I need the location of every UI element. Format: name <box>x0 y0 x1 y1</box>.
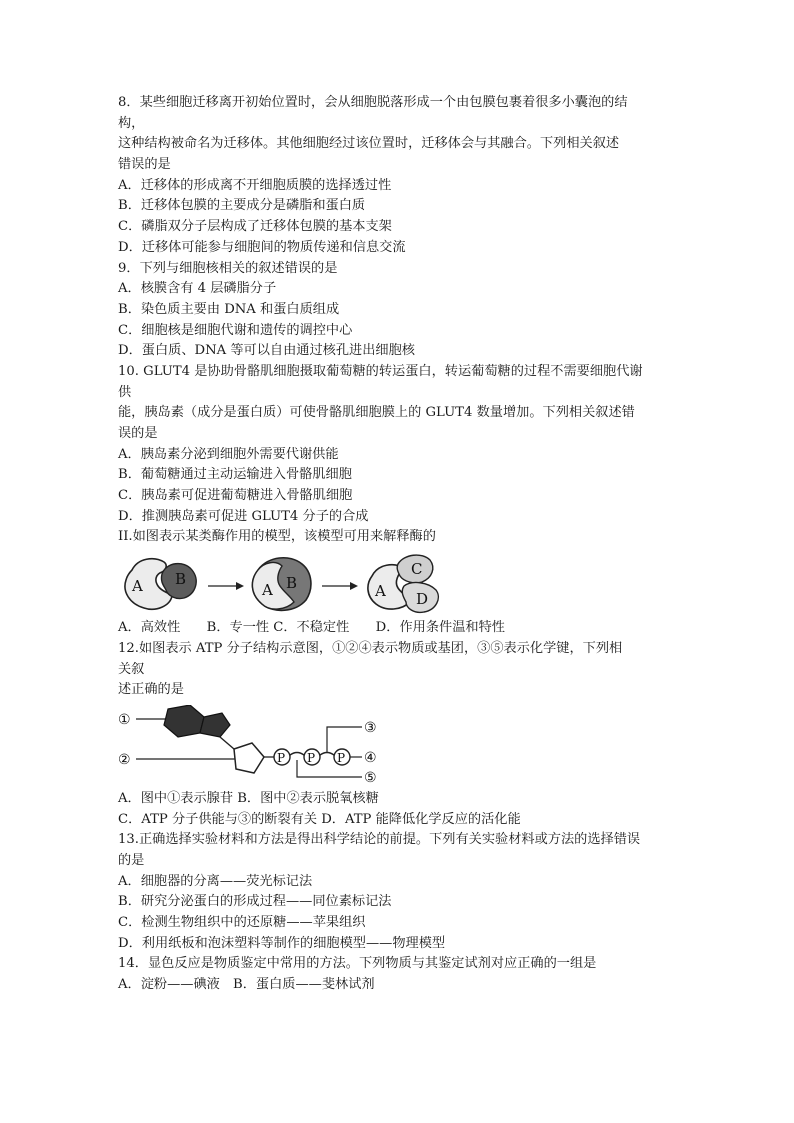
ribose-pentagon <box>234 743 264 773</box>
q13-option-c: C．检测生物组织中的还原糖——苹果组织 <box>118 915 366 930</box>
q13-option-b: B．研究分泌蛋白的形成过程——同位素标记法 <box>118 894 392 910</box>
q14-stem: 14．显色反应是物质鉴定中常用的方法。下列物质与其鉴定试剂对应正确的一组是 <box>118 956 597 972</box>
q10-option-a: A．胰岛素分泌到细胞外需要代谢供能 <box>118 446 339 462</box>
q9-option-d: D．蛋白质、DNA 等可以自由通过核孔进出细胞核 <box>118 343 415 359</box>
q11-options: A．高效性 B．专一性 C．不稳定性 D．作用条件温和特性 <box>118 620 505 636</box>
q8-option-a: A．迁移体的形成离不开细胞质膜的选择透过性 <box>118 177 392 193</box>
phosphate-1-label: P <box>277 750 286 765</box>
q8-option-c: C．磷脂双分子层构成了迁移体包膜的基本支架 <box>118 219 392 235</box>
enzyme-stage-3 <box>368 555 438 612</box>
q8-stem-line-2: 构， <box>118 115 145 131</box>
q10-stem-line-4: 误的是 <box>118 426 158 441</box>
marker-1: ① <box>118 711 131 728</box>
q13-option-a: A．细胞器的分离——荧光标记法 <box>118 873 313 889</box>
exam-page <box>118 93 678 996</box>
base-sugar-bond <box>220 737 234 749</box>
q12-options-ab: A．图中①表示腺苷 B．图中②表示脱氧核糖 <box>118 790 379 806</box>
q8-option-d: D．迁移体可能参与细胞间的物质传递和信息交流 <box>118 239 406 255</box>
q14-options: A．淀粉——碘液 B．蛋白质——斐林试剂 <box>118 977 375 993</box>
q10-stem-line-2: 供 <box>118 384 132 400</box>
marker-5: ⑤ <box>364 769 377 783</box>
label-d: D <box>416 590 429 609</box>
phosphate-3-label: P <box>337 750 346 765</box>
adenine-hexagon <box>164 705 204 737</box>
phosphate-2-label: P <box>307 750 316 765</box>
q10-option-c: C．胰岛素可促进葡萄糖进入骨骼肌细胞 <box>118 488 353 504</box>
label-a-3: A <box>375 582 386 601</box>
q11-stem: II.如图表示某类酶作用的模型，该模型可用来解释酶的 <box>118 529 436 545</box>
q8-option-b: B．迁移体包膜的主要成分是磷脂和蛋白质 <box>118 198 366 214</box>
q8-stem-line-1: 8．某些细胞迁移离开初始位置时，会从细胞脱落形成一个由包膜包裹着很多小囊泡的结 <box>118 95 628 110</box>
marker-3: ③ <box>364 719 377 736</box>
q9-option-c: C．细胞核是细胞代谢和遗传的调控中心 <box>118 322 353 338</box>
q10-option-b: B．葡萄糖通过主动运输进入骨骼肌细胞 <box>118 467 352 483</box>
q12-options-cd: C．ATP 分子供能与③的断裂有关 D．ATP 能降低化学反应的活化能 <box>118 811 521 827</box>
q9-option-b: B．染色质主要由 DNA 和蛋白质组成 <box>118 301 340 317</box>
marker-4: ④ <box>364 749 377 766</box>
arrow-2-head <box>350 582 358 590</box>
leader-3 <box>327 727 362 752</box>
q13-option-d: D．利用纸板和泡沫塑料等制作的细胞模型——物理模型 <box>118 935 446 951</box>
q13-stem-line-2: 的是 <box>118 852 145 868</box>
q9-stem: 9．下列与细胞核相关的叙述错误的是 <box>118 260 338 276</box>
marker-2: ② <box>118 751 131 768</box>
atp-structure-figure <box>118 705 678 783</box>
arrow-1-head <box>236 582 244 590</box>
enzyme-model-svg <box>118 552 458 614</box>
adenine-pentagon <box>200 713 230 737</box>
q8-stem-line-3: 这种结构被命名为迁移体。其他细胞经过该位置时，迁移体会与其融合。下列相关叙述 <box>118 136 620 152</box>
q10-option-d: D．推测胰岛素可促进 GLUT4 分子的合成 <box>118 508 369 524</box>
enzyme-stage-2 <box>252 558 311 611</box>
q10-stem-line-1: 10. GLUT4 是协助骨骼肌细胞摄取葡萄糖的转运蛋白，转运葡萄糖的过程不需要细胞代谢 <box>118 363 643 379</box>
high-energy-bond-2 <box>320 752 334 755</box>
q12-stem-line-3: 述正确的是 <box>118 682 184 698</box>
q9-option-a: A．核膜含有 4 层磷脂分子 <box>118 281 277 297</box>
q13-stem-line-1: 13.正确选择实验材料和方法是得出科学结论的前提。下列有关实验材料或方法的选择错误 <box>118 832 641 848</box>
q8-stem-line-4: 错误的是 <box>118 157 171 173</box>
label-a-2: A <box>262 581 273 600</box>
label-c: C <box>411 560 423 579</box>
q12-stem-line-2: 关叙 <box>118 661 145 677</box>
label-b-1: B <box>175 570 187 589</box>
q12-stem-line-1: 12.如图表示 ATP 分子结构示意图，①②④表示物质或基团，③⑤表示化学键，下列相 <box>118 640 623 656</box>
label-b-2: B <box>286 574 298 593</box>
atp-structure-svg <box>118 705 388 783</box>
enzyme-model-figure <box>118 552 678 614</box>
enzyme-stage-1 <box>125 559 196 610</box>
high-energy-bond-1 <box>290 752 304 755</box>
q10-stem-line-3: 能，胰岛素（成分是蛋白质）可使骨骼肌细胞膜上的 GLUT4 数量增加。下列相关叙述错 <box>118 405 635 421</box>
label-a-1: A <box>132 577 143 596</box>
